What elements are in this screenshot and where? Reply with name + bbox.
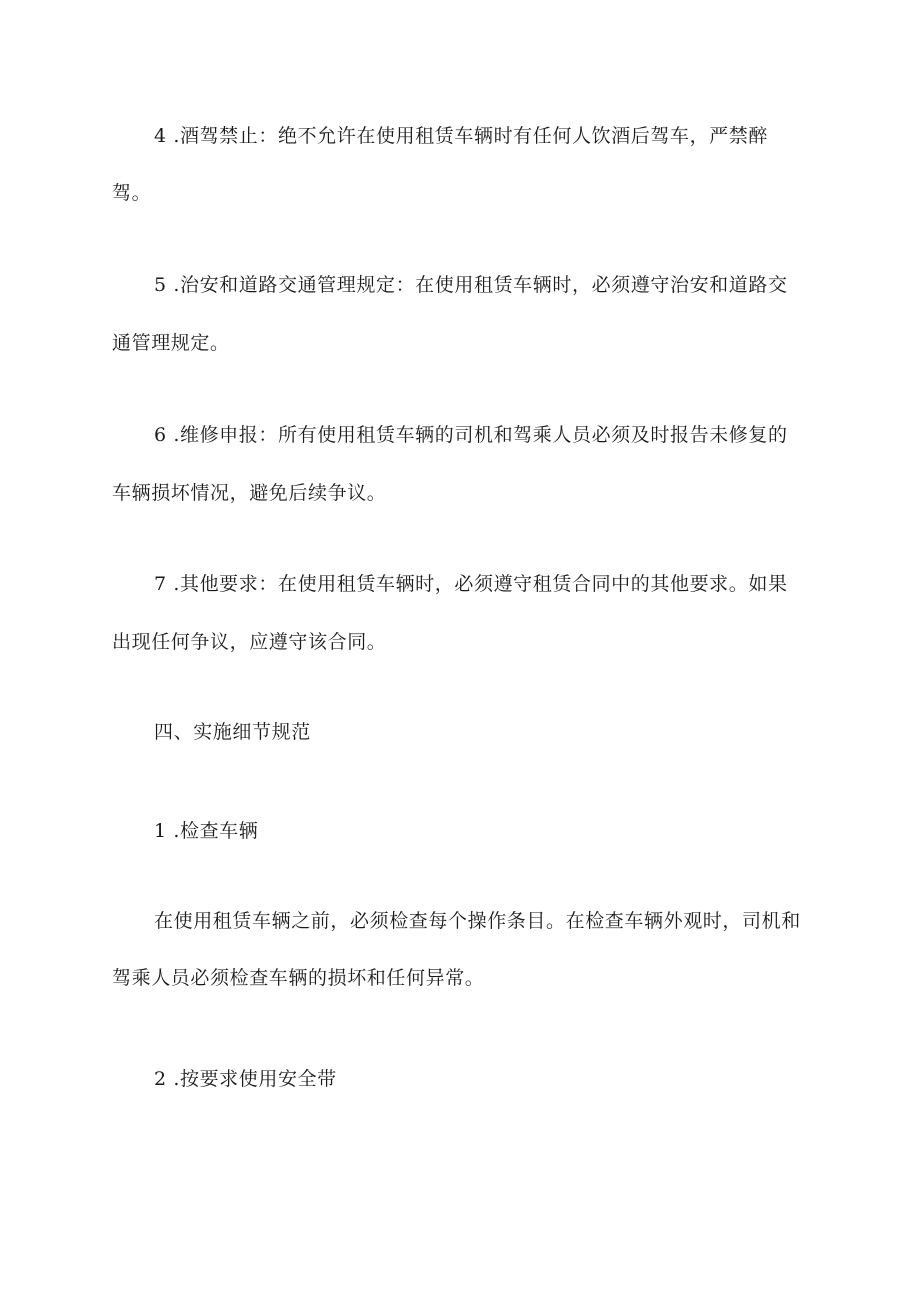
paragraph-item-7-line-1: 7 .其他要求：在使用租赁车辆时，必须遵守租赁合同中的其他要求。如果 [154, 573, 788, 595]
sub-item-1-title: 1 .检查车辆 [154, 820, 259, 842]
paragraph-item-4-line-1: 4 .酒驾禁止：绝不允许在使用租赁车辆时有任何人饮酒后驾车，严禁醉 [154, 125, 768, 147]
sub-item-2-title: 2 .按要求使用安全带 [154, 1068, 337, 1090]
paragraph-item-5-line-1: 5 .治安和道路交通管理规定：在使用租赁车辆时，必须遵守治安和道路交 [154, 274, 788, 296]
paragraph-item-5-line-2: 通管理规定。 [112, 332, 230, 354]
paragraph-item-6-line-2: 车辆损坏情况，避免后续争议。 [112, 482, 387, 504]
paragraph-item-4-line-2: 驾。 [112, 182, 152, 204]
paragraph-item-6-line-1: 6 .维修申报：所有使用租赁车辆的司机和驾乘人员必须及时报告未修复的 [154, 424, 788, 446]
sub-item-1-line-1: 在使用租赁车辆之前，必须检查每个操作条目。在检查车辆外观时，司机和 [154, 910, 801, 932]
section-heading: 四、实施细节规范 [154, 721, 311, 743]
sub-item-1-line-2: 驾乘人员必须检查车辆的损坏和任何异常。 [112, 967, 485, 989]
paragraph-item-7-line-2: 出现任何争议，应遵守该合同。 [112, 631, 387, 653]
